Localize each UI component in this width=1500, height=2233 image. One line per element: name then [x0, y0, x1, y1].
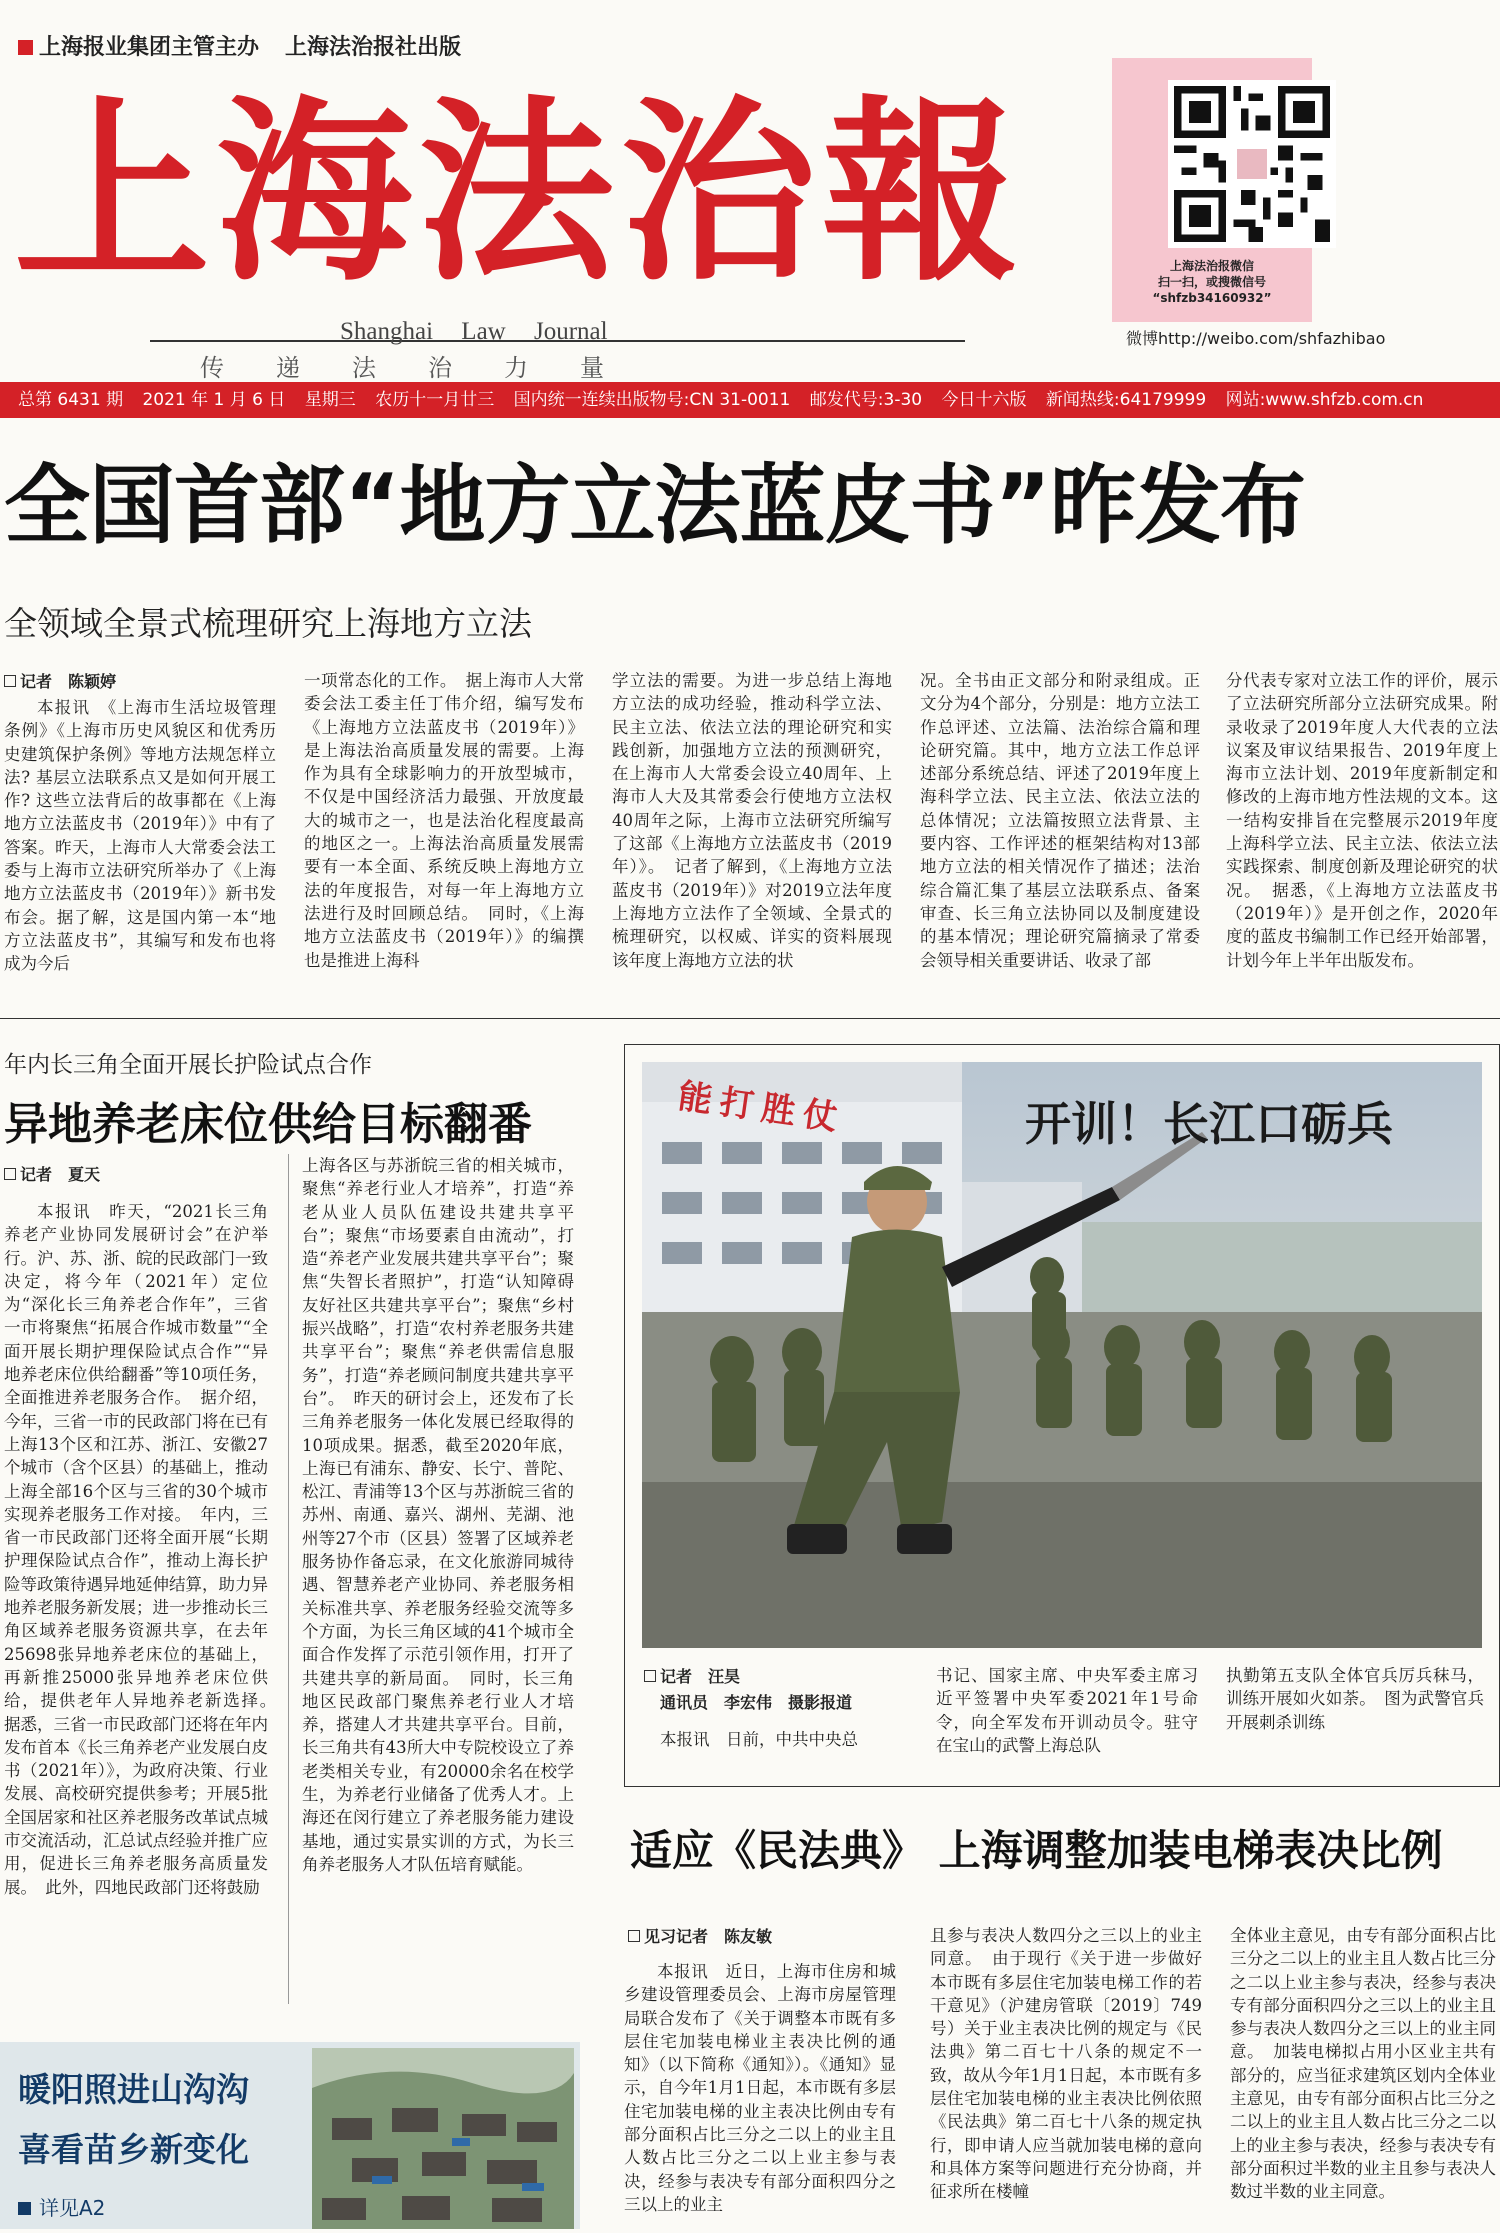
byline-box-icon: [628, 1930, 640, 1942]
qr-caption: [1112, 258, 1312, 306]
story3-column-1: 本报讯 近日，上海市住房和城乡建设管理委员会、上海市房屋管理局联合发布了《关于调整本市既有多层住宅加装电梯业主表决比例的通知》（以下简称《通知》）。《通知》显示，自今年1月1日起，本市既有多层住宅加装电梯的业主表决比例由专有部分面积占比三分之二以上的业主且人数占比三分之二以上业主参与表决，经参与表决专有部分面积四分之三以上的业主: [624, 1962, 896, 2214]
section-divider: [0, 1018, 1500, 1019]
promo-ref-text: 详见A2: [39, 2196, 106, 2220]
byline-box-icon: [644, 1670, 656, 1682]
masthead-motto: 传递法治力量: [200, 354, 656, 382]
story3-byline-text: 见习记者 陈友敏: [644, 1927, 773, 1946]
masthead-logo: 上海法治報: [14, 78, 1025, 308]
story2-byline-text: 记者 夏天: [20, 1165, 101, 1184]
issue-lunar-date: 农历十一月廿三: [375, 390, 495, 410]
red-square-icon: [18, 40, 33, 55]
publisher-sponsor: 上海报业集团主管主办: [39, 35, 260, 60]
photo-caption-col-3: 执勤第五支队全体官兵厉兵秣马，训练开展如火如荼。 图为武警官兵开展刺杀训练: [1226, 1666, 1484, 1732]
lead-column-5: 分代表专家对立法工作的评价，展示了立法研究所部分立法研究成果。附录收录了2019年度人大代表的立法议案及审议结果报告、2019年度上海市立法计划、2019年度新制定和修改的上海市地方性法规的文本。这一结构安排旨在完整展示2019年度上海科学立法、民主立法、依法立法实践探索、制度创新及理论研究的状况。 据悉，《上海地方立法蓝皮书（2019年）》是开创之作，2020年度的蓝皮书编制工作已经开始部署，计划今年上半年出版发布。: [1226, 671, 1498, 970]
lead-byline-text: 记者 陈颖婷: [20, 672, 117, 691]
issue-postal-code: 邮发代号:3-30: [809, 390, 923, 410]
issue-website[interactable]: 网站:www.shfzb.com.cn: [1225, 390, 1424, 410]
qr-code-icon[interactable]: [1168, 80, 1336, 248]
photo-title: 开训！长江口砺兵: [1025, 1097, 1393, 1151]
qr-caption-line: 扫一扫，或搜微信号: [1157, 275, 1266, 289]
story2-kicker: 年内长三角全面开展长护险试点合作: [4, 1052, 372, 1078]
story3-byline: [628, 1924, 772, 1947]
promo-ref[interactable]: [18, 2192, 105, 2221]
promo-line-2: 喜看苗乡新变化: [18, 2130, 249, 2169]
story2-byline: [4, 1162, 100, 1185]
masthead-english: Shanghai Law Journal: [340, 318, 608, 345]
lead-column-3: 学立法的需要。为进一步总结上海地方立法的成功经验，推动科学立法、民主立法、依法立法的理论研究和实践创新，加强地方立法的预测研究，在上海市人大常委会设立40周年、上海市人大及其常委会行使地方立法权40周年之际，上海市立法研究所编写了这部《上海地方立法蓝皮书（2019年）》。 记者了解到，《上海地方立法蓝皮书（2019年）》对2019立法年度上海地方立法作了全领域、全景式的梳理研究，以权威、详实的资料展现该年度上海地方立法的状: [612, 671, 892, 970]
photo-banner-text: 能打胜仗: [675, 1076, 848, 1140]
lead-column-1: 本报讯 《上海市生活垃圾管理条例》《上海市历史风貌区和优秀历史建筑保护条例》等地方法规怎样立法? 基层立法联系点又是如何开展工作? 这些立法背后的故事都在《上海地方立法蓝皮书（2019年）》中有了答案。昨天，上海市人大常委会法工委与上海市立法研究所举办了《上海地方立法蓝皮书（2019年）》新书发布会。据了解，这是国内第一本“地方立法蓝皮书”，其编写和发布也将成为今后: [4, 698, 276, 974]
promo-square-icon: [18, 2202, 31, 2215]
photo-credit-2: 通讯员 李宏伟 摄影报道: [660, 1693, 853, 1712]
issue-cn-number: 国内统一连续出版物号:CN 31-0011: [513, 390, 791, 410]
story2-column-2: 上海各区与苏浙皖三省的相关城市，聚焦“养老行业人才培养”，打造“养老从业人员队伍建设共建共享平台”；聚焦“市场要素自由流动”，打造“养老产业发展共建共享平台”；聚焦“失智长者照护”，打造“认知障碍友好社区共建共享平台”；聚焦“乡村振兴战略”，打造“农村养老服务共建共享平台”；聚焦“养老供需信息服务”，打造“养老顾问制度共建共享平台”。 昨天的研讨会上，还发布了长三角养老服务一体化发展已经取得的10项成果。据悉，截至2020年底，上海已有浦东、静安、长宁、普陀、松江、青浦等13个区与苏浙皖三省的苏州、南通、嘉兴、湖州、芜湖、池州等27个市（区县）签署了区域养老服务协作备忘录，在文化旅游同城待遇、智慧养老产业协同、养老服务相关标准共享、养老服务经验交流等多个方面，为长三角区域的41个城市全面合作发挥了示范引领作用，打开了共建共享的新局面。 同时，长三角地区民政部门聚焦养老行业人才培养，搭建人才共建共享平台。目前，长三角共有43所大中专院校设立了养老类相关专业，有20000余名在校学生，为养老行业储备了优秀人才。上海还在闵行建立了养老服务能力建设基地，通过实景实训的方式，为长三角养老服务人才队伍培育赋能。: [302, 1156, 574, 1874]
issue-hotline: 新闻热线:64179999: [1045, 390, 1207, 410]
byline-box-icon: [4, 1168, 16, 1180]
publisher-publisher: 上海法治报社出版: [285, 35, 462, 60]
lead-column-2: 一项常态化的工作。 据上海市人大常委会法工委主任丁伟介绍，编写发布《上海地方立法蓝皮书（2019年）》是上海法治高质量发展的需要。上海作为具有全球影响力的开放型城市，不仅是中国经济活力最强、开放度最大的城市之一，也是法治化程度最高的地区之一。上海法治高质量发展需要有一本全面、系统反映上海地方立法的年度报告，对每一年上海地方立法进行及时回顾总结。 同时，《上海地方立法蓝皮书（2019年）》的编撰也是推进上海科: [304, 671, 584, 970]
story2-headline: 异地养老床位供给目标翻番: [4, 1099, 532, 1150]
lead-subhead: 全领域全景式梳理研究上海地方立法: [4, 604, 532, 643]
issue-weekday: 星期三: [304, 390, 356, 410]
photo-caption-col-2: 书记、国家主席、中央军委主席习近平签署中央军委2021年1号命令，向全军发布开训动员令。驻守在宝山的武警上海总队: [936, 1666, 1198, 1755]
lead-byline: [4, 669, 116, 692]
photo-credit-1: [644, 1664, 740, 1687]
village-photo: [312, 2048, 574, 2229]
qr-caption-line: 上海法治报微信: [1169, 259, 1254, 273]
photo-caption-col-1: 本报讯 日前，中共中央总: [660, 1730, 858, 1749]
weibo-link[interactable]: 微博http://weibo.com/shfazhibao: [1126, 329, 1386, 348]
issue-info-bar: [0, 382, 1500, 418]
photo-credit-text: 记者 汪昊: [660, 1667, 741, 1686]
lead-headline: 全国首部“地方立法蓝皮书”昨发布: [4, 456, 1306, 556]
issue-number: 总第 6431 期: [18, 390, 124, 410]
column-divider: [288, 1154, 289, 2004]
publisher-line: [18, 30, 461, 61]
story3-column-3: 全体业主意见，由专有部分面积占比三分之二以上的业主且人数占比三分之二以上业主参与表决，经参与表决专有部分面积四分之三以上的业主且参与表决人数四分之三以上的业主同意。 加装电梯拟占用小区业主共有部分的，应当征求建筑区划内全体业主意见，由专有部分面积占比三分之二以上的业主且人数占比三分之二以上的业主参与表决，经参与表决专有部分面积过半数的业主且参与表决人数过半数的业主同意。: [1230, 1926, 1496, 2202]
story3-column-2: 且参与表决人数四分之三以上的业主同意。 由于现行《关于进一步做好本市既有多层住宅加装电梯工作的若干意见》（沪建房管联〔2019〕749号）关于业主表决比例的规定与《民法典》第二百七十八条的规定不一致，故从今年1月1日起，本市既有多层住宅加装电梯的业主表决比例依照《民法典》第二百七十八条的规定执行，即申请人应当就加装电梯的意向和具体方案等问题进行充分协商，并征求所在楼幢: [930, 1926, 1202, 2202]
issue-page-count: 今日十六版: [941, 390, 1027, 410]
story3-headline: 适应《民法典》 上海调整加装电梯表决比例: [630, 1826, 1443, 1875]
byline-box-icon: [4, 675, 16, 687]
lead-column-4: 况。全书由正文部分和附录组成。正文分为4个部分，分别是：地方立法工作总评述、立法篇、法治综合篇和理论研究篇。其中，地方立法工作总评述部分系统总结、评述了2019年度上海科学立法、民主立法、依法立法的总体情况；立法篇按照立法背景、主要内容、工作评述的框架结构对13部地方立法的相关情况作了描述；法治综合篇汇集了基层立法联系点、备案审查、长三角立法协同以及制度建设的基本情况；理论研究篇摘录了常委会领导相关重要讲话、收录了部: [920, 671, 1200, 970]
issue-date: 2021 年 1 月 6 日: [142, 390, 286, 410]
qr-caption-line: “shfzb34160932”: [1152, 291, 1272, 305]
story2-column-1: 本报讯 昨天，“2021长三角养老产业协同发展研讨会”在沪举行。沪、苏、浙、皖的民政部门一致决定，将今年（2021年）定位为“深化长三角养老合作年”，三省一市将聚焦“拓展合作城市数量”“全面开展长期护理保险试点合作”“异地养老床位供给翻番”等10项任务，全面推进养老服务合作。 据介绍，今年，三省一市的民政部门将在已有上海13个区和江苏、浙江、安徽27个城市（含个区县）的基础上，推动上海全部16个区与三省的30个城市实现养老服务工作对接。 年内，三省一市民政部门还将全面开展“长期护理保险试点合作”，推动上海长护险等政策待遇异地延伸结算，助力异地养老服务新发展；进一步推动长三角区域养老服务资源共享，在去年25698张异地养老床位的基础上，再新推25000张异地养老床位供给，提供老年人异地养老新选择。 据悉，三省一市民政部门还将在年内发布首本《长三角养老产业发展白皮书（2021年）》，为政府决策、行业发展、高校研究提供参考；开展5批全国居家和社区养老服务改革试点城市交流活动，汇总试点经验并推广应用，促进长三角养老服务高质量发展。 此外，四地民政部门还将鼓励: [4, 1202, 285, 1897]
promo-line-1: 暖阳照进山沟沟: [18, 2070, 249, 2109]
